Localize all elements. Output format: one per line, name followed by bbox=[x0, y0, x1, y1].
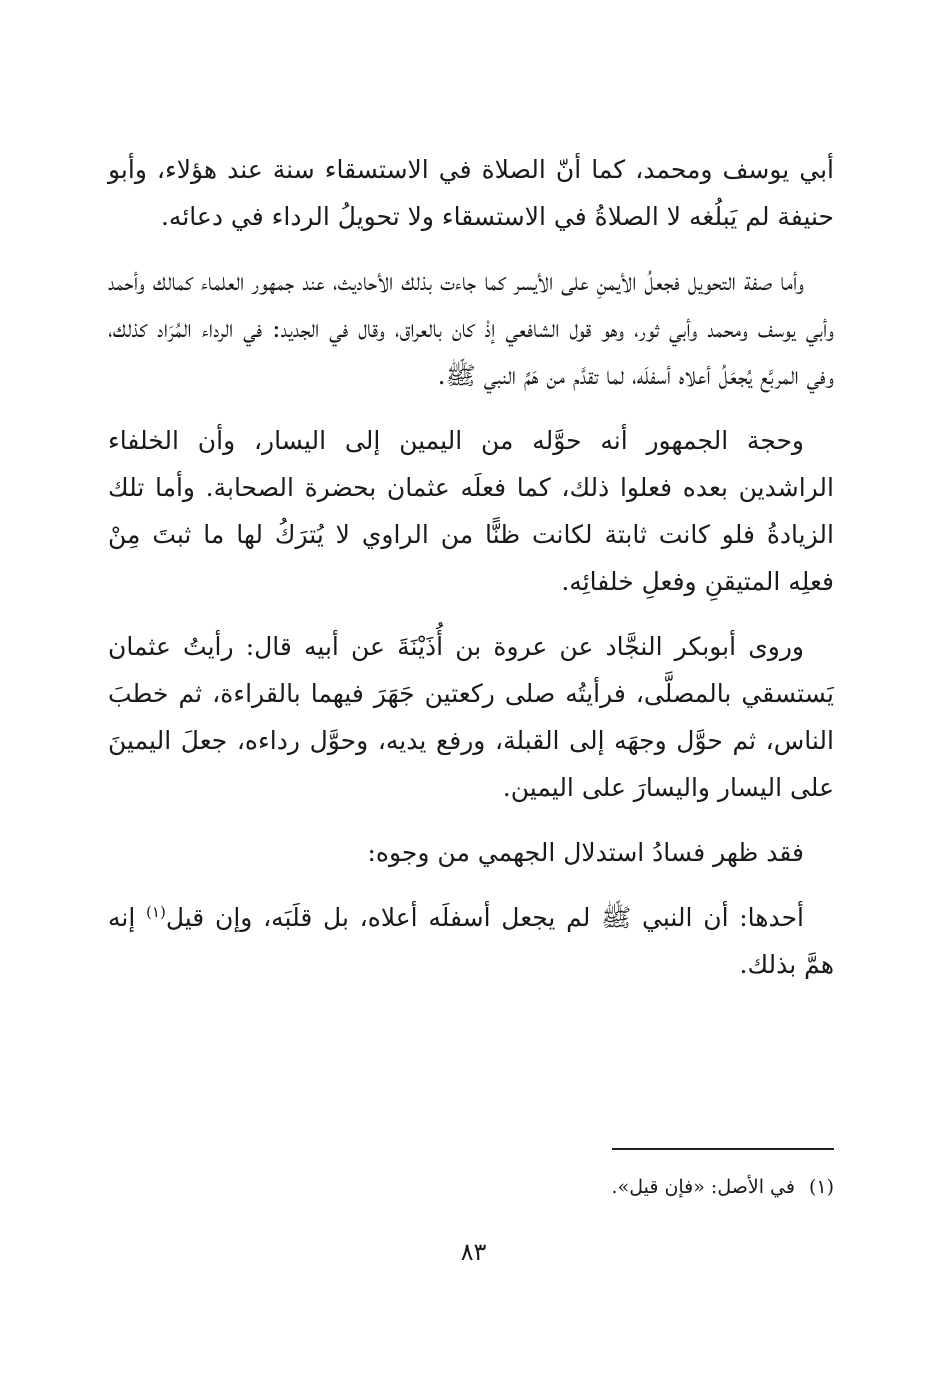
main-text bbox=[108, 146, 834, 1006]
paragraph-3: وحجة الجمهور أنه حوَّله من اليمين إلى اليسار، وأن الخلفاء الراشدين بعده فعلوا ذلك، كما فعلَه عثمان بحضرة الصحابة. وأما تلك الزيادةُ فلو كانت ثابتة لكانت ظنًّا من الراوي لا يُترَكُ لها ما ثبتَ مِنْ فعلِه المتيقنِ وفعلِ خلفائِه. bbox=[108, 426, 834, 596]
footnote-number: (١) bbox=[808, 1176, 834, 1198]
footnote-reference: (١) bbox=[146, 903, 166, 921]
page-number: ٨٣ bbox=[460, 1238, 487, 1266]
paragraph-4: وروى أبوبكر النجَّاد عن عروة بن أُذَيْنَةَ عن أبيه قال: رأيتُ عثمان يَستسقي بالمصلَّى، فرأيتُه صلى ركعتين جَهَرَ فيهما بالقراءة، ثم خطبَ الناس، ثم حوَّل وجهَه إلى القبلة، ورفع يديه، وحوَّل رداءه، جعلَ اليمينَ على اليسار واليسارَ على اليمين. bbox=[108, 632, 834, 802]
footnote-text: في الأصل: «فإن قيل». bbox=[611, 1176, 795, 1198]
paragraph-5: فقد ظهر فسادُ استدلال الجهمي من وجوه: bbox=[367, 838, 804, 867]
footnote-divider bbox=[612, 1148, 834, 1150]
paragraph-1: أبي يوسف ومحمد، كما أنّ الصلاة في الاستسقاء سنة عند هؤلاء، وأبو حنيفة لم يَبلُغه لا الصلاةُ في الاستسقاء ولا تحويلُ الرداء في دعائه. bbox=[108, 155, 834, 231]
footnote bbox=[108, 1170, 834, 1204]
paragraph-6 bbox=[108, 894, 834, 988]
paragraph-6-text: أحدها: أن النبي ﷺ لم يجعل أسفلَه أعلاه، بل قلَبَه، وإن قيل bbox=[165, 903, 804, 932]
paragraph-6-text-end: إنه همَّ بذلك. bbox=[108, 903, 834, 979]
paragraph-2: وأما صفة التحويل فجعلُ الأيمنِ على الأيسر كما جاءت بذلك الأحاديث، عند جمهور العلماء كمالك وأحمد وأبي يوسف ومحمد وأبي ثور، وهو قول الشافعي إذْ كان بالعراق، وقال في الجديد: في الرداء المُرَاد كذلك، وفي المربَّع يُجعَلُ أعلاه أسفلَه، لما تقدَّم من هَمِّ النبي ﷺ. bbox=[108, 267, 834, 390]
